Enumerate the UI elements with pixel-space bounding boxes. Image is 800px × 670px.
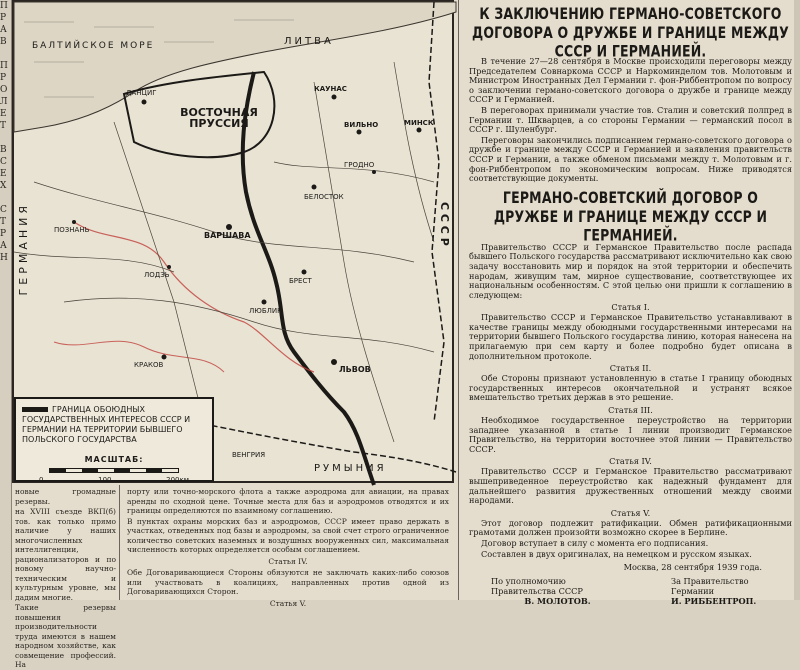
- art5-title: Статья V.: [610, 507, 651, 518]
- art4-text: Правительство СССР и Германское Правительство рассматривают вышеприведенное переустройство как надежный фундамент для дальнейшего развития дружественных отношений между своими народами.: [469, 466, 792, 506]
- art5-text: Этот договор подлежит ратификации. Обмен ратификационными грамотами должен произойти возможно скорее в Берлине.: [469, 517, 792, 538]
- label-poznan: ПОЗНАНЬ: [54, 226, 90, 234]
- scale-0: 0: [39, 476, 44, 484]
- label-minsk: МИНСК: [404, 119, 434, 127]
- lower-column-b: [122, 485, 454, 608]
- art2-text: Обе Стороны признают установленную в статье I границу обоюдных государственных интересов окончательной и устранят всякое вмешательство третьих держав в это решение.: [469, 373, 792, 403]
- legend-entry: [22, 405, 206, 445]
- treaty-date: Москва, 28 сентября 1939 года.: [623, 562, 762, 573]
- headline-2: ГЕРМАНО-СОВЕТСКИЙ ДОГОВОР О ДРУЖБЕ И ГРАНИЦЕ МЕЖДУ СССР И ГЕРМАНИЕЙ.: [493, 187, 768, 244]
- previous-column-strip: П Р А В П Р О Л Е Т В С Е Х С Т Р А Н: [0, 0, 12, 600]
- map: [12, 0, 454, 483]
- right-edge-margin: [794, 0, 800, 600]
- intro-p3: Переговоры закончились подписанием германо-советского договора о дружбе и границе между СССР и Германией и заявления правительств СССР и Германии, а также обменом письмами между т. Молотовым и г. фон-Риббентропом по экономическим вопросам. Ниже приводятся соответствующие документы.: [469, 134, 792, 184]
- art2-title: Статья II.: [609, 363, 652, 374]
- sign-left-name: В. МОЛОТОВ.: [524, 596, 591, 607]
- treaty-article: [458, 0, 800, 607]
- label-danzig: ДАНЦИГ: [126, 89, 157, 97]
- intro-p2: В переговорах принимали участие тов. Сталин и советский полпред в Германии т. Шкварцев, а со стороны Германии — германский посол в СССР г. Шуленбург.: [469, 104, 792, 135]
- art1-title: Статья I.: [611, 302, 650, 313]
- scale-200: 200км: [166, 476, 189, 484]
- signature-left: [469, 576, 624, 606]
- sign-right-name: И. РИББЕНТРОП.: [670, 596, 757, 607]
- treaty-text: [469, 243, 792, 559]
- lower-b-art4: Статья IV.: [268, 556, 308, 566]
- label-lvov: ЛЬВОВ: [339, 365, 371, 374]
- label-lithuania: ЛИТВА: [284, 36, 334, 47]
- art3-title: Статья III.: [608, 405, 653, 416]
- sign-right-line2: Германии: [670, 586, 715, 597]
- label-germany: ГЕРМАНИЯ: [17, 202, 30, 296]
- scale-title: МАСШТАБ:: [84, 455, 144, 464]
- label-romania: РУМЫНИЯ: [314, 463, 387, 474]
- headline-1: К ЗАКЛЮЧЕНИЮ ГЕРМАНО-СОВЕТСКОГО ДОГОВОРА О ДРУЖБЕ И ГРАНИЦЕ МЕЖДУ СССР И ГЕРМАНИЕЙ.: [472, 4, 789, 61]
- label-krakow: КРАКОВ: [134, 361, 164, 369]
- label-belostok: БЕЛОСТОК: [304, 193, 344, 201]
- label-east-prussia: ВОСТОЧНАЯ ПРУССИЯ: [180, 106, 258, 130]
- lower-a-p1: новые громадные резервы.: [15, 487, 116, 506]
- legend-line-swatch: [22, 407, 48, 412]
- lower-a-p3: Такие резервы повышения производительности труда имеются в нашем народном хозяйстве, как совмещение профессий. На: [15, 603, 116, 669]
- lower-b-p1: порту или точно-морского флота а также аэродрома для авиации, на правах аренды по сходной цене. Точные места для баз и аэродромов отводятся и их границы определяются по взаимному соглашению.: [127, 487, 449, 515]
- signature-right: [637, 576, 792, 606]
- lower-b-p2: В пунктах охраны морских баз и аэродромов, СССР имеет право держать в участках, отведенных под базы и аэродромы, за свой счет строго ограниченное количество советских наземных и воздушных вооруженных сил, максимальная численность которых определяется особым соглашением.: [127, 516, 449, 554]
- label-vilno: ВИЛЬНО: [344, 121, 379, 129]
- lower-b-p3: Обе Договаривающиеся Стороны обязуются не заключать каких-либо союзов или участвовать в коалициях, направленных против одной из Договаривающихся Сторон.: [127, 568, 449, 596]
- scale-100: 100: [98, 476, 112, 484]
- city-dots: [72, 95, 422, 366]
- scale-numbers: [39, 475, 189, 485]
- sign-left-line2: Правительства СССР: [491, 586, 583, 597]
- label-brest: БРЕСТ: [289, 277, 312, 285]
- scale-bar: [49, 468, 179, 473]
- lower-a-p2: на XVIII съезде ВКП(б) тов. как только прямо наличие у наших многочисленных интеллигенции, рационализаторов и по новому научно-техническим и культурным уровне, мы дадим многие.: [15, 507, 116, 602]
- label-grodno: ГРОДНО: [344, 161, 375, 169]
- label-sea: БАЛТИЙСКОЕ МОРЕ: [32, 41, 155, 51]
- label-lublin: ЛЮБЛИН: [249, 307, 283, 315]
- art4-title: Статья IV.: [609, 456, 652, 467]
- art3-text: Необходимое государственное переустройство на территории западнее указанной в статье I линии производит Германское Правительство, на территории восточнее этой линии — Правительство СССР.: [469, 415, 792, 454]
- lower-column-a: [12, 485, 120, 669]
- art5-text-b: Договор вступает в силу с момента его подписания.: [481, 537, 709, 548]
- intro-p1: В течение 27—28 сентября в Москве происходили переговоры между Председателем Совнаркома СССР и Наркоминделом тов. Молотовым и Министром Иностранных Дел Германии г. фон-Риббентропом по вопросу о заключении германо-советского договора о дружбе и границе между СССР и Германией.: [469, 56, 792, 105]
- signatures: [469, 576, 792, 606]
- label-ussr: С С С Р: [438, 202, 451, 246]
- legend-text: ГРАНИЦА ОБОЮДНЫХ ГОСУДАРСТВЕННЫХ ИНТЕРЕСОВ СССР И ГЕРМАНИИ НА ТЕРРИТОРИИ БЫВШЕГО ПОЛЬСКОГО ГОСУДАРСТВА: [22, 405, 191, 444]
- label-warsaw: ВАРШАВА: [204, 231, 251, 240]
- sign-left-line1: По уполномочию: [491, 576, 566, 587]
- copies-text: Составлен в двух оригиналах, на немецком и русском языках.: [481, 548, 752, 559]
- map-legend: [14, 397, 214, 482]
- label-lodz: ЛОДЗЬ: [144, 271, 170, 279]
- lower-b-art5: Статья V.: [269, 598, 307, 608]
- art1-text: Правительство СССР и Германское Правительство устанавливают в качестве границы между обоюдными государственными интересами на территории бывшего Польского государства линию, которая нанесена на прилагаемую при сем карту и более подробно будет описана в дополнительном протоколе.: [469, 312, 792, 361]
- label-kaunas: КАУНАС: [314, 85, 347, 93]
- label-hungary: ВЕНГРИЯ: [232, 451, 266, 459]
- sign-right-line1: За Правительство: [670, 576, 749, 587]
- preamble: Правительство СССР и Германское Правительство после распада бывшего Польского государства рассматривают исключительно как свою задачу восстановить мир и порядок на этой территории и обеспечить народам, живущим там, мирное существование, соответствующее их национальным особенностям. С этой целью они пришли к соглашению в следующем:: [469, 241, 792, 300]
- intro: [469, 57, 792, 184]
